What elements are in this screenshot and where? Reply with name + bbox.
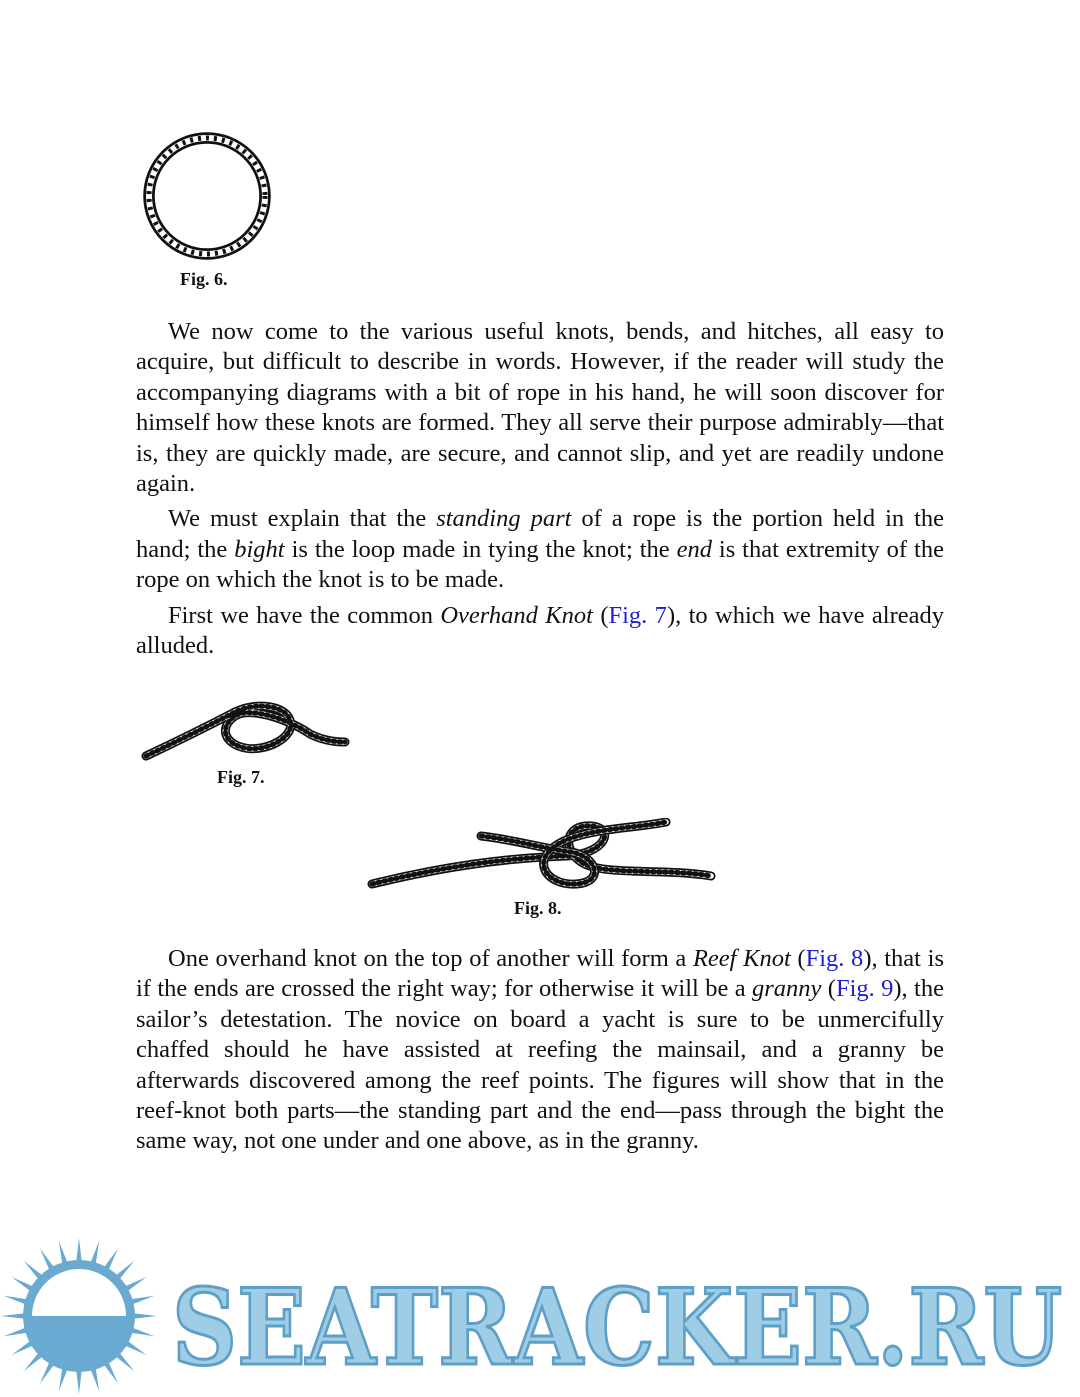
paragraph-2 [136, 504, 944, 595]
figure-7-caption: Fig. 7. [217, 767, 265, 787]
text-run: We must explain that the [168, 505, 437, 533]
text-run: ( [592, 601, 609, 629]
text-run: ), that is if the ends are crossed the right way; for otherwise it will be a [136, 945, 944, 1003]
text-run: ( [821, 975, 836, 1003]
body-text-bottom [136, 944, 944, 1162]
paragraph-1: We now come to the various useful knots, bends, and hitches, all easy to acquire, but difficult to describe in words. However, if the reader will study the accompanying diagrams with a bit of rope in his hand, he will soon discover for himself how these knots are formed. They all serve their purpose admirably—that is, they are quickly made, are secure, and cannot slip, and yet are readily undone again. [136, 318, 944, 498]
term-end: end [676, 535, 712, 563]
term-granny: granny [751, 975, 822, 1003]
text-run: First we have the common [168, 601, 441, 629]
figure-6-caption: Fig. 6. [180, 269, 228, 289]
figure-8-caption: Fig. 8. [514, 898, 562, 918]
text-run: One overhand knot on the top of another will form a [168, 945, 693, 972]
overhand-knot-illustration [140, 690, 350, 764]
body-text-top [136, 317, 944, 666]
text-run: is that extremity of the rope on which the knot is to be made. [136, 535, 944, 594]
watermark [0, 1234, 1080, 1397]
rope-ring-illustration [140, 130, 274, 264]
watermark-text: SEATRACKER.RU [172, 1265, 1062, 1389]
text-run: of a rope is the portion held in the hand; the [136, 505, 945, 563]
text-run: ( [790, 945, 806, 972]
text-run: ), to which we have already alluded. [136, 601, 944, 660]
reef-knot-illustration [366, 818, 716, 892]
text-run: ), the sailor’s detestation. The novice on board a yacht is sure to be unmercifully chaffed should he have assisted at reefing the mainsail, and a granny be afterwards discovered among the reef points. The figures will show that in the reef-knot both parts—the standing part and the end—pass through the bight the same way, not one under and one above, as in the granny. [136, 975, 944, 1155]
term-standing-part: standing part [436, 505, 572, 533]
fig-7-link[interactable]: Fig. 7 [608, 601, 667, 629]
paragraph-4 [136, 944, 944, 1157]
text-run: is the loop made in tying the knot; the [284, 535, 677, 563]
term-reef-knot: Reef Knot [692, 945, 791, 972]
sun-logo-icon [1, 1238, 157, 1394]
fig-9-link[interactable]: Fig. 9 [835, 975, 894, 1003]
fig-8-link[interactable]: Fig. 8 [805, 945, 864, 972]
term-bight: bight [234, 535, 285, 563]
paragraph-3 [136, 601, 944, 662]
term-overhand-knot: Overhand Knot [440, 601, 593, 629]
